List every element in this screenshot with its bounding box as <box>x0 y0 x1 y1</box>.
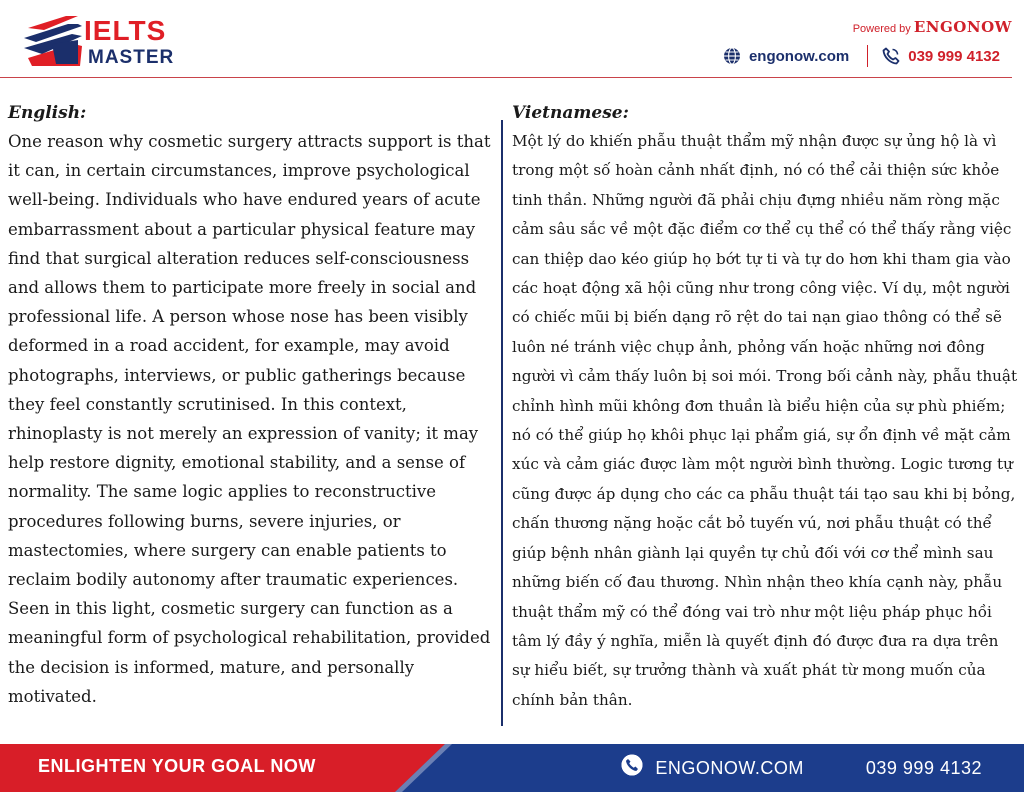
logo-stripes-icon <box>22 14 84 70</box>
logo-master-text: MASTER <box>88 47 175 68</box>
page-header <box>0 0 1024 80</box>
powered-by <box>853 18 1012 36</box>
english-column <box>8 100 496 711</box>
page-footer <box>0 744 1024 792</box>
powered-by-brand[interactable]: ENGONOW <box>913 18 1012 36</box>
logo-ielts-text: IELTS <box>84 15 167 46</box>
footer-website-link[interactable]: ENGONOW.COM <box>655 757 804 778</box>
footer-slogan: ENLIGHTEN YOUR GOAL NOW <box>38 756 316 776</box>
ielts-master-logo[interactable] <box>22 14 182 70</box>
vietnamese-column <box>512 100 1020 715</box>
globe-icon <box>723 47 741 65</box>
powered-by-prefix: Powered by <box>852 23 914 35</box>
footer-phone-number[interactable]: 039 999 4132 <box>865 757 982 778</box>
header-contact-separator <box>867 45 868 67</box>
header-divider-line <box>0 77 1012 78</box>
vietnamese-heading: Vietnamese: <box>512 103 629 123</box>
phone-icon <box>882 47 900 65</box>
english-heading: English: <box>8 103 87 123</box>
header-phone-number[interactable]: 039 999 4132 <box>908 47 1000 65</box>
footer-contact <box>621 754 982 782</box>
header-website-link[interactable]: engonow.com <box>748 47 850 65</box>
header-contact <box>723 44 1000 68</box>
column-divider <box>501 120 503 726</box>
phone-icon <box>832 757 854 779</box>
vietnamese-paragraph: Một lý do khiến phẫu thuật thẩm mỹ nhận được sự ủng hộ là vì trong một số hoàn cảnh nhất định, nó có thể cải thiện sức khỏe tinh thần. Những người đã phải chịu đựng nhiều năm ròng mặc cảm sâu sắc về một đặc điểm cơ thể cụ thể có thể thấy rằng việc can thiệp dao kéo giúp họ bớt tự ti và tự do hơn khi tham gia vào các hoạt động xã hội cũng như trong công việc. Ví dụ, một người có chiếc mũi bị biến dạng rõ rệt do tai nạn giao thông có thể sẽ luôn né tránh việc chụp ảnh, phỏng vấn hoặc những nơi đông người vì cảm thấy luôn bị soi mói. Trong bối cảnh này, phẫu thuật chỉnh hình mũi không đơn thuần là biểu hiện của sự phù phiếm; nó có thể giúp họ khôi phục lại phẩm giá, sự ổn định về mặt cảm xúc và cảm giác được làm một người bình thường. Logic tương tự cũng được áp dụng cho các ca phẫu thuật tái tạo sau khi bị bỏng, chấn thương nặng hoặc cắt bỏ tuyến vú, nơi phẫu thuật có thể giúp bệnh nhân giành lại quyền tự chủ đối với cơ thể mình sau những biến cố đau thương. Nhìn nhận theo khía cạnh này, phẫu thuật thẩm mỹ có thể đóng vai trò như một liệu pháp phục hồi tâm lý đầy ý nghĩa, miễn là quyết định đó được đưa ra dựa trên sự hiểu biết, sự trưởng thành và xuất phát từ mong muốn của chính bản thân. <box>512 132 1018 709</box>
english-paragraph: One reason why cosmetic surgery attracts support is that it can, in certain circumstances, improve psychological well-being. Individuals who have endured years of acute embarrassment about a particular physical feature may find that surgical alteration reduces self-consciousness and allows them to participate more freely in social and professional life. A person whose nose has been visibly deformed in a road accident, for example, may avoid photographs, interviews, or public gatherings because they feel constantly scrutinised. In this context, rhinoplasty is not merely an expression of vanity; it may help restore dignity, emotional stability, and a sense of normality. The same logic applies to reconstructive procedures following burns, severe injuries, or mastectomies, where surgery can enable patients to reclaim bodily autonomy after traumatic experiences. Seen in this light, cosmetic surgery can function as a meaningful form of psychological rehabilitation, provided the decision is informed, mature, and personally motivated. <box>8 132 491 706</box>
